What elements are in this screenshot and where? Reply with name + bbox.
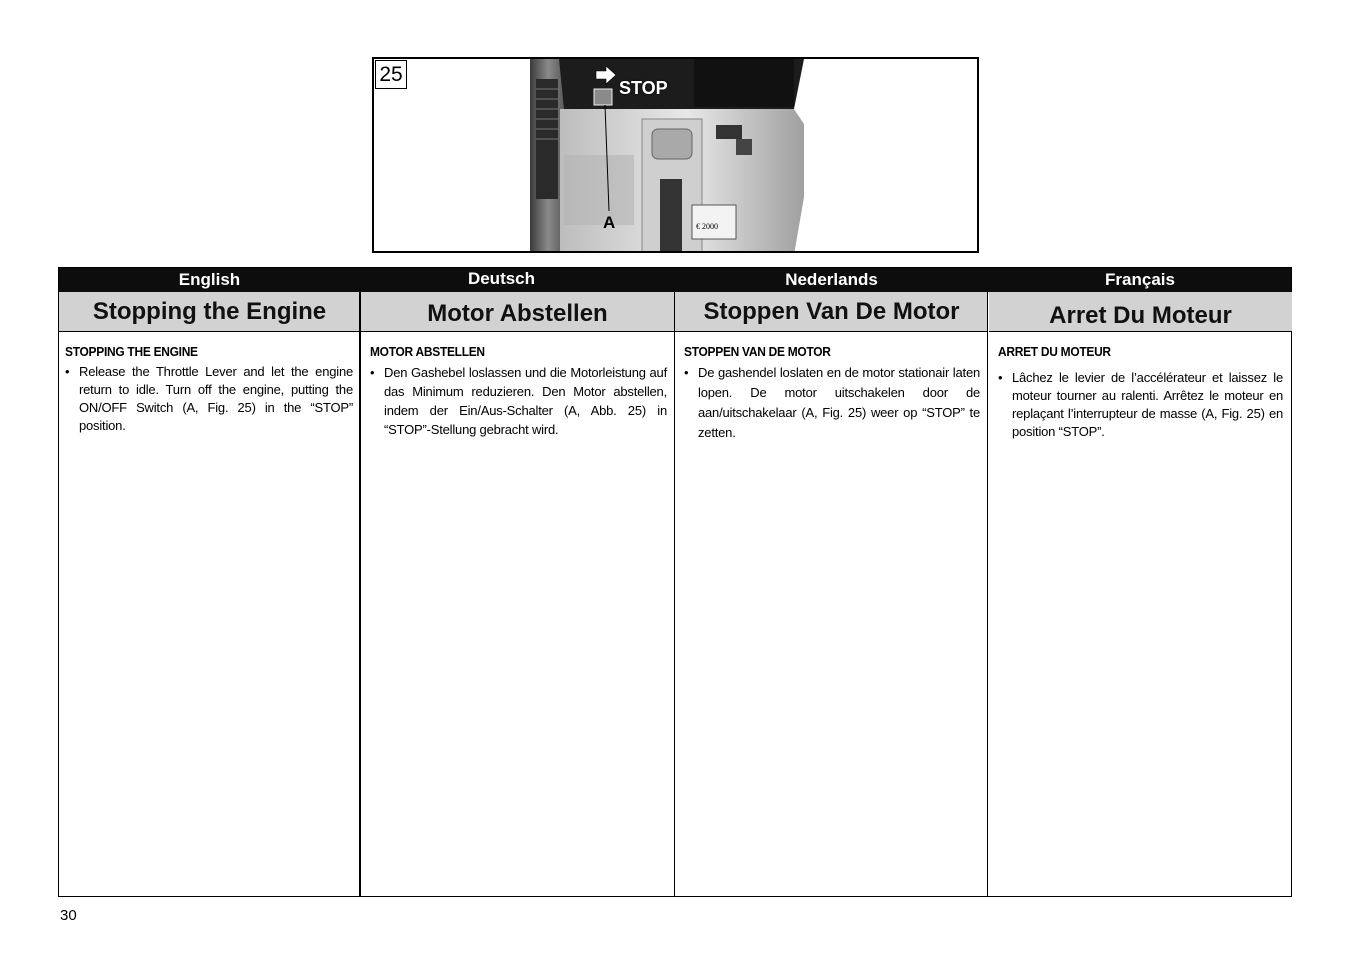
stop-label: STOP [619, 78, 668, 98]
figure-number: 25 [375, 60, 407, 89]
lang-deutsch: Deutsch [467, 269, 536, 288]
column-divider [359, 292, 361, 897]
instruction-text: De gashendel loslaten en de motor stationair laten lopen. De motor uitschakelen door de aan/uitschakelaar (A, Fig. 25) weer op “STOP” te zetten. [698, 365, 980, 440]
bullet: • [684, 365, 689, 380]
section-heading: STOPPEN VAN DE MOTOR [684, 344, 831, 359]
bullet: • [370, 365, 375, 380]
column-divider [987, 292, 988, 897]
instruction-paragraph [370, 363, 667, 439]
body-deutsch [370, 344, 667, 439]
title-deutsch: Motor Abstellen [361, 292, 674, 332]
page-number: 30 [60, 907, 77, 924]
title-francais: Arret Du Moteur [989, 292, 1292, 332]
lang-francais: Français [1105, 270, 1175, 289]
body-english [65, 344, 353, 435]
body-francais [998, 344, 1283, 441]
callout-a: A [603, 213, 616, 232]
language-bar [59, 268, 1291, 292]
section-heading: ARRET DU MOTEUR [998, 344, 1111, 359]
instruction-paragraph [998, 369, 1283, 441]
title-nederlands: Stoppen Van De Motor [675, 292, 988, 332]
figure-25 [372, 57, 979, 253]
section-heading: STOPPING THE ENGINE [65, 344, 198, 359]
engine-photo [374, 59, 979, 253]
lang-english: English [178, 270, 241, 289]
section-heading: MOTOR ABSTELLEN [370, 344, 485, 359]
instruction-paragraph [684, 363, 980, 443]
instruction-text: Release the Throttle Lever and let the engine return to idle. Turn off the engine, putting the ON/OFF Switch (A, Fig. 25) in the “STOP” position. [79, 364, 353, 433]
bullet: • [998, 370, 1003, 385]
bullet: • [65, 364, 70, 379]
instruction-text: Den Gashebel loslassen und die Motorleistung auf das Minimum reduzieren. Den Motor abstellen, indem der Ein/Aus-Schalter (A, Abb. 25) in “STOP”-Stellung gebracht wird. [384, 365, 667, 437]
instruction-paragraph [65, 363, 353, 435]
body-nederlands [684, 344, 980, 443]
instruction-table [58, 267, 1292, 897]
title-english: Stopping the Engine [59, 292, 360, 332]
column-divider [674, 292, 675, 897]
instruction-text: Lâchez le levier de l’accélérateur et laissez le moteur tourner au ralenti. Arrêtez le moteur en replaçant l’interrupteur de masse (A, Fig. 25) en position “STOP”. [1012, 370, 1283, 439]
decal-text: € 2000 [696, 222, 718, 231]
lang-nederlands: Nederlands [785, 270, 878, 289]
